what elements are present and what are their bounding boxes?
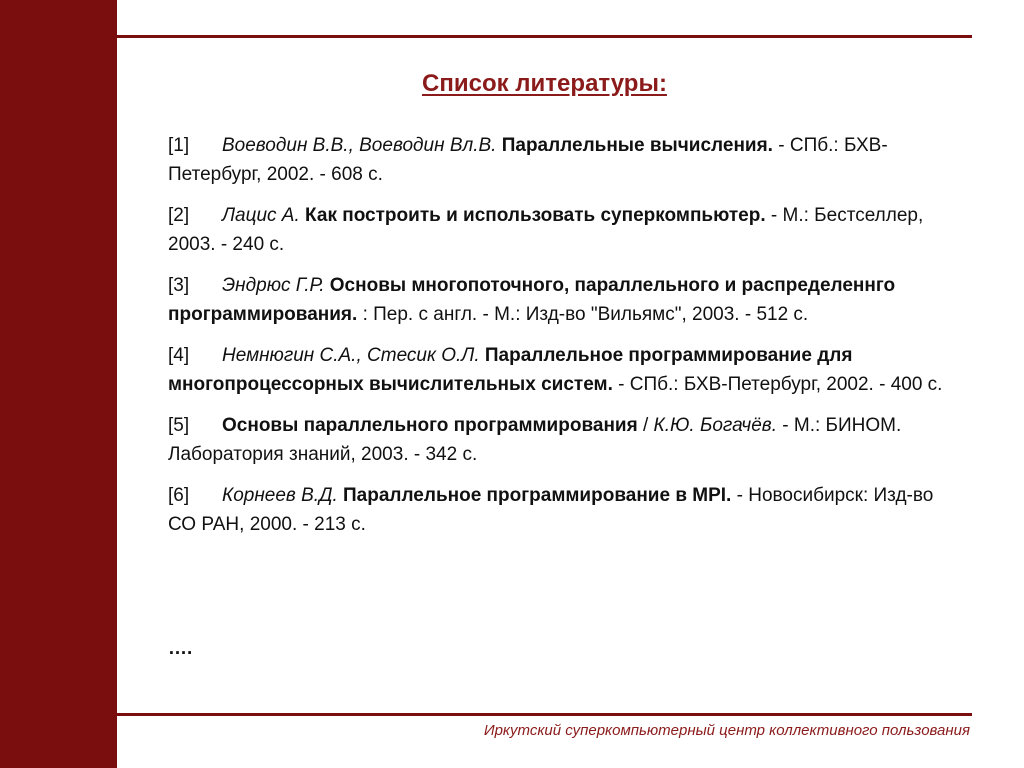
reference-details: СПб.: БХВ-Петербург, 2002. - 400 с. [629, 374, 943, 395]
left-decorative-band [0, 0, 117, 768]
reference-item-3 [168, 271, 958, 329]
reference-item-5: [5] Основы параллельного программирования / К.Ю. Богачёв. - М.: БИНОМ. Лаборатория знаний, 2003. - 342 с. [168, 411, 958, 469]
reference-item-2: [2] Лацис А. Как построить и использовать суперкомпьютер. - М.: Бестселлер, 2003. - 240 с. [168, 201, 958, 259]
reference-details: СПб.: БХВ-Петербург, 2002. - 608 с. [168, 135, 888, 185]
footer-text: Иркутский суперкомпьютерный центр коллективного пользования [483, 722, 970, 739]
reference-details: М.: Бестселлер, 2003. - 240 с. [168, 205, 924, 255]
reference-authors: Немнюгин С.А., Стесик О.Л. [222, 345, 480, 366]
reference-details: М.: БИНОМ. Лаборатория знаний, 2003. - 342 с. [168, 415, 902, 465]
slide-title: Список литературы: [422, 70, 667, 97]
reference-item-6: [6] Корнеев В.Д. Параллельное программирование в MPI. - Новосибирск: Изд-во СО РАН, 2000. - 213 с. [168, 481, 958, 539]
reference-number: [4] [168, 345, 190, 366]
reference-title: Параллельные вычисления. [501, 135, 773, 156]
reference-list [168, 131, 958, 551]
reference-number: [2] [168, 205, 190, 226]
reference-number: [5] [168, 415, 190, 436]
reference-authors: Воеводин В.В., Воеводин Вл.В. [222, 135, 497, 156]
reference-authors: Корнеев В.Д. [222, 485, 338, 506]
reference-title: Основы многопоточного, параллельного и распределеннго программирования. [168, 275, 896, 325]
reference-authors: Эндрюс Г.Р. [222, 275, 325, 296]
reference-details: : Пер. с англ. - М.: Изд-во "Вильямс", 2003. - 512 с. [362, 304, 809, 325]
reference-title: Параллельное программирование в MPI. [343, 485, 732, 506]
bottom-rule [52, 713, 972, 716]
reference-authors: Лацис А. [222, 205, 300, 226]
reference-number: [1] [168, 135, 190, 156]
list-continuation: …. [168, 638, 193, 659]
reference-number: [6] [168, 485, 190, 506]
reference-title: Как построить и использовать суперкомпьютер. [305, 205, 766, 226]
reference-authors: К.Ю. Богачёв. [653, 415, 777, 436]
top-rule [52, 35, 972, 38]
reference-details: Новосибирск: Изд-во СО РАН, 2000. - 213 с. [168, 485, 934, 535]
reference-number: [3] [168, 275, 190, 296]
reference-item-1: [1] Воеводин В.В., Воеводин Вл.В. Параллельные вычисления. - СПб.: БХВ-Петербург, 2002. - 608 с. [168, 131, 958, 189]
reference-title: Основы параллельного программирования [222, 415, 638, 436]
reference-item-4: [4] Немнюгин С.А., Стесик О.Л. Параллельное программирование для многопроцессорных вычислительных систем. - СПб.: БХВ-Петербург, 2002. - 400 с. [168, 341, 958, 399]
reference-title: Параллельное программирование для многопроцессорных вычислительных систем. [168, 345, 853, 395]
